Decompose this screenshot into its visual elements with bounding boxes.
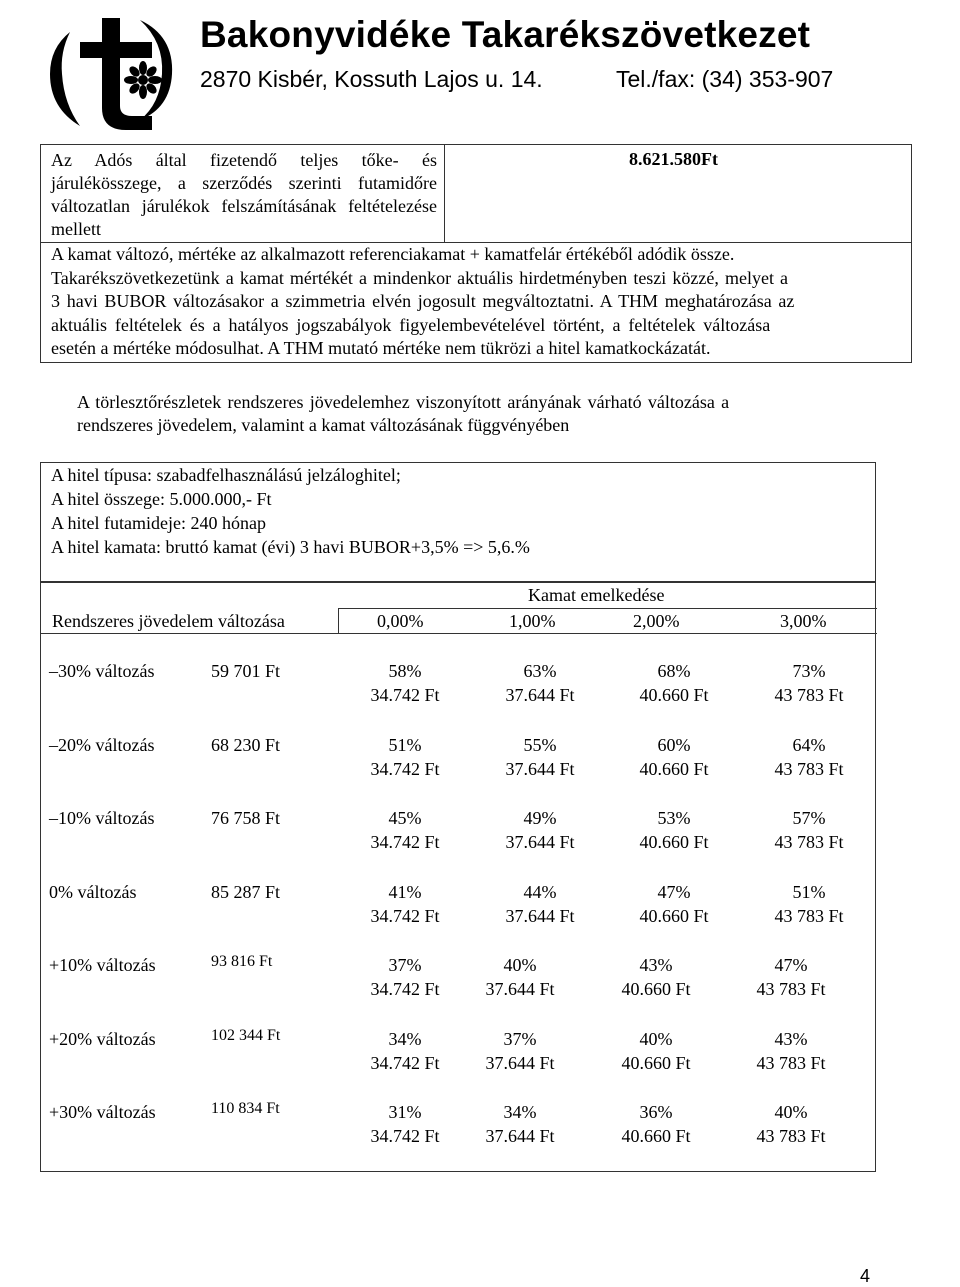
column-header: 3,00% — [780, 611, 827, 631]
installment-ratio: 68% — [657, 661, 691, 681]
monthly-income: 76 758 Ft — [211, 808, 281, 828]
installment-ratio: 34% — [503, 1102, 537, 1122]
installment-amount: 37.644 Ft — [505, 832, 575, 852]
installment-amount: 34.742 Ft — [370, 979, 440, 999]
installment-ratio: 64% — [792, 734, 826, 755]
installment-ratio: 63% — [523, 661, 557, 681]
monthly-income: 85 287 Ft — [211, 881, 281, 902]
installment-ratio: 49% — [523, 808, 557, 828]
installment-ratio: 37% — [388, 955, 422, 975]
installment-ratio: 40% — [639, 1028, 673, 1049]
installment-amount: 37.644 Ft — [485, 1052, 555, 1073]
interest-note-line: 3 havi BUBOR változásakor a szimmetria elvén jogosult megváltoztatni. A THM meghatározása az — [51, 291, 795, 311]
income-change-header: Rendszeres jövedelem változása — [52, 611, 285, 631]
organization-phone: Tel./fax: (34) 353-907 — [616, 66, 834, 92]
installment-ratio: 47% — [774, 955, 808, 975]
installment-ratio: 36% — [639, 1102, 673, 1122]
income-change-label: –20% változás — [49, 734, 155, 755]
installment-amount: 40.660 Ft — [639, 758, 709, 779]
installment-amount: 34.742 Ft — [370, 1126, 440, 1146]
monthly-income: 102 344 Ft — [211, 1026, 281, 1044]
intro-line: A törlesztőrészletek rendszeres jövedelemhez viszonyított arányának várható változása a — [77, 392, 730, 412]
installment-ratio: 34% — [388, 1028, 422, 1049]
installment-amount: 40.660 Ft — [621, 1126, 691, 1146]
installment-amount: 43 783 Ft — [756, 1052, 826, 1073]
monthly-income: 68 230 Ft — [211, 734, 281, 755]
income-change-label: +30% változás — [49, 1102, 156, 1122]
installment-ratio: 60% — [657, 734, 691, 755]
installment-amount: 37.644 Ft — [505, 685, 575, 705]
column-header: 1,00% — [509, 611, 556, 631]
monthly-income: 110 834 Ft — [211, 1100, 280, 1117]
installment-ratio: 47% — [657, 881, 691, 902]
monthly-income: 59 701 Ft — [211, 661, 281, 681]
installment-amount: 34.742 Ft — [370, 832, 440, 852]
interest-note-line: aktuális feltételek és a hatályos jogszabályok figyelembevételével történt, a feltételek változása — [51, 314, 771, 335]
loan-amount: A hitel összege: 5.000.000,- Ft — [51, 489, 272, 509]
intro-line: rendszeres jövedelem, valamint a kamat változásának függvényében — [77, 415, 570, 435]
installment-ratio: 40% — [774, 1102, 808, 1122]
income-change-label: +20% változás — [49, 1028, 156, 1049]
organization-name: Bakonyvidéke Takarékszövetkezet — [200, 14, 811, 55]
installment-ratio: 51% — [388, 734, 422, 755]
installment-amount: 43 783 Ft — [774, 832, 844, 852]
installment-amount: 37.644 Ft — [505, 758, 575, 779]
installment-amount: 43 783 Ft — [756, 979, 826, 999]
loan-term: A hitel futamideje: 240 hónap — [51, 513, 266, 533]
installment-amount: 37.644 Ft — [485, 979, 555, 999]
installment-amount: 40.660 Ft — [639, 832, 709, 852]
income-change-label: 0% változás — [49, 881, 137, 902]
loan-type: A hitel típusa: szabadfelhasználású jelzáloghitel; — [51, 465, 401, 485]
installment-amount: 43 783 Ft — [774, 758, 844, 779]
total-debt-description: Az Adós által fizetendő teljes tőke- és járulékösszege, a szerződés szerinti futamidőre változatlan járulékok felszámításának feltételezése mellett — [51, 150, 437, 239]
installment-amount: 43 783 Ft — [774, 685, 844, 705]
installment-amount: 43 783 Ft — [756, 1126, 826, 1146]
installment-amount: 34.742 Ft — [370, 1052, 440, 1073]
interest-note-line: esetén a mértéke módosulhat. A THM mutató mértéke nem tükrözi a hitel kamatkockázatát. — [51, 338, 711, 358]
installment-amount: 40.660 Ft — [639, 905, 709, 926]
interest-note-line: Takarékszövetkezetünk a kamat mértékét a mindenkor aktuális hirdetményben teszi közzé, melyet a — [51, 267, 789, 288]
installment-amount: 40.660 Ft — [639, 685, 709, 705]
income-change-label: –30% változás — [49, 661, 155, 681]
total-debt-value: 8.621.580Ft — [629, 149, 718, 169]
installment-ratio: 51% — [792, 881, 826, 902]
installment-ratio: 53% — [657, 808, 691, 828]
installment-amount: 37.644 Ft — [485, 1126, 555, 1146]
installment-amount: 40.660 Ft — [621, 1052, 691, 1073]
column-header: 2,00% — [633, 611, 680, 631]
installment-ratio: 40% — [503, 955, 537, 975]
interest-increase-header: Kamat emelkedése — [528, 585, 665, 605]
installment-amount: 34.742 Ft — [370, 905, 440, 926]
installment-amount: 34.742 Ft — [370, 758, 440, 779]
installment-ratio: 73% — [792, 661, 826, 681]
loan-rate: A hitel kamata: bruttó kamat (évi) 3 havi BUBOR+3,5% => 5,6.% — [51, 537, 530, 557]
installment-amount: 37.644 Ft — [505, 905, 575, 926]
income-change-label: –10% változás — [49, 808, 155, 828]
installment-ratio: 55% — [523, 734, 557, 755]
installment-amount: 34.742 Ft — [370, 685, 440, 705]
installment-ratio: 37% — [503, 1028, 537, 1049]
sensitivity-table — [40, 582, 876, 1172]
installment-ratio: 44% — [523, 881, 557, 902]
interest-note-line: A kamat változó, mértéke az alkalmazott referenciakamat + kamatfelár értékéből adódik össze. — [51, 244, 735, 264]
organization-address: 2870 Kisbér, Kossuth Lajos u. 14. — [200, 66, 543, 92]
total-debt-box — [40, 144, 912, 363]
installment-ratio: 57% — [792, 808, 826, 828]
bank-logo — [40, 8, 178, 138]
installment-ratio: 41% — [388, 881, 422, 902]
column-header: 0,00% — [377, 611, 424, 631]
income-change-label: +10% változás — [49, 955, 156, 975]
loan-details-box — [40, 462, 876, 582]
installment-ratio: 43% — [774, 1028, 808, 1049]
installment-amount: 43 783 Ft — [774, 905, 844, 926]
installment-ratio: 43% — [639, 955, 673, 975]
installment-ratio: 58% — [388, 661, 422, 681]
installment-ratio: 45% — [388, 808, 422, 828]
installment-ratio: 31% — [388, 1102, 422, 1122]
page-number: 4 — [860, 1266, 871, 1286]
monthly-income: 93 816 Ft — [211, 953, 273, 970]
installment-amount: 40.660 Ft — [621, 979, 691, 999]
